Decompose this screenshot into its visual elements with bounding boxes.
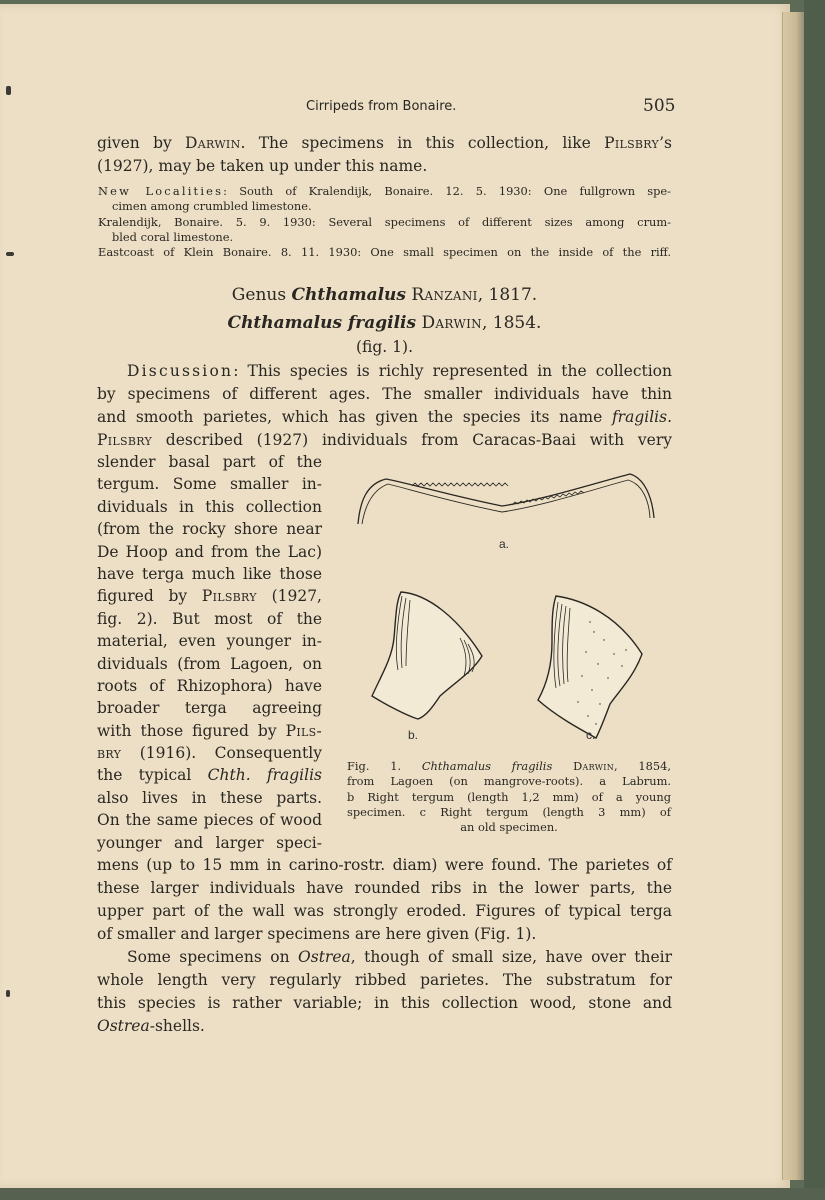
column-line: bry (1916). Consequently	[97, 744, 322, 762]
column-line: material, even younger in-	[97, 632, 322, 650]
column-line: younger and larger speci-	[97, 834, 322, 852]
discussion-line: mens (up to 15 mm in carino-rostr. diam) were found. The parietes of	[97, 856, 672, 874]
column-line: with those figured by Pils-	[97, 722, 322, 740]
column-line: dividuals (from Lagoen, on	[97, 655, 322, 673]
localities-line: Eastcoast of Klein Bonaire. 8. 11. 1930: One small specimen on the inside of the riff.	[98, 245, 671, 259]
column-line: slender basal part of the	[97, 453, 322, 471]
intro-line: (1927), may be taken up under this name.	[97, 157, 428, 175]
figure-caption-line: from Lagoen (on mangrove-roots). a Labrum.	[347, 774, 671, 788]
figure-caption-line: b Right tergum (length 1,2 mm) of a young	[347, 790, 671, 804]
page-edge	[782, 12, 805, 1180]
figure-caption-line: Fig. 1. Chthamalus fragilis Darwin, 1854,	[347, 759, 672, 773]
column-line: On the same pieces of wood	[97, 811, 322, 829]
column-line: (from the rocky shore near	[97, 520, 322, 538]
column-line: tergum. Some smaller in-	[97, 475, 322, 493]
figure-a-labrum	[352, 468, 658, 534]
figure-b-tergum	[368, 588, 488, 723]
localities-line: cimen among crumbled limestone.	[112, 199, 312, 213]
page-number: 505	[643, 96, 676, 116]
paragraph-line: Some specimens on Ostrea, though of small size, have over their	[127, 948, 672, 966]
species-figref: (fig. 1).	[356, 338, 413, 356]
intro-line: given by Darwin. The specimens in this collection, like Pilsbry’s	[97, 134, 672, 152]
column-line: have terga much like those	[97, 565, 322, 583]
column-line: broader terga agreeing	[97, 699, 322, 717]
localities-line: Kralendijk, Bonaire. 5. 9. 1930: Several specimens of different sizes among crum-	[98, 215, 671, 229]
paragraph-line: this species is rather variable; in this collection wood, stone and	[97, 994, 672, 1012]
localities-line: New Localities: South of Kralendijk, Bonaire. 12. 5. 1930: One fullgrown spe-	[98, 184, 671, 198]
discussion-line: upper part of the wall was strongly eroded. Figures of typical terga	[97, 902, 672, 920]
discussion-line: by specimens of different ages. The smaller individuals have thin	[97, 385, 672, 403]
margin-mark	[6, 990, 10, 997]
column-line: dividuals in this collection	[97, 498, 322, 516]
genus-heading: Genus Chthamalus Ranzani, 1817.	[231, 285, 538, 305]
discussion-line: Pilsbry described (1927) individuals from Caracas-Baai with very	[97, 431, 672, 449]
figure-caption-line: an old specimen.	[460, 820, 558, 834]
column-line: fig. 2). But most of the	[97, 610, 322, 628]
figure-label-a: a.	[499, 537, 510, 551]
figure-label-b: b.	[408, 728, 419, 742]
discussion-line: these larger individuals have rounded ribs in the lower parts, the	[97, 879, 672, 897]
discussion-line: of smaller and larger specimens are here given (Fig. 1).	[97, 925, 537, 943]
localities-line: bled coral limestone.	[112, 230, 234, 244]
book-binding	[804, 0, 825, 1200]
figure-caption-line: specimen. c Right tergum (length 3 mm) of	[347, 805, 671, 819]
figure-c-tergum	[534, 592, 648, 740]
book-cover-edge	[0, 1188, 825, 1200]
species-heading: Chthamalus fragilis Darwin, 1854.	[227, 313, 542, 333]
margin-mark	[6, 86, 11, 95]
column-line: the typical Chth. fragilis	[97, 766, 323, 784]
margin-mark	[6, 252, 14, 256]
column-line: figured by Pilsbry (1927,	[97, 587, 322, 605]
column-line: De Hoop and from the Lac)	[97, 543, 322, 561]
column-line: roots of Rhizophora) have	[97, 677, 322, 695]
column-line: also lives in these parts.	[97, 789, 322, 807]
paragraph-line: whole length very regularly ribbed parietes. The substratum for	[97, 971, 672, 989]
figure-label-c: c.	[586, 728, 596, 742]
paragraph-line: Ostrea-shells.	[97, 1017, 205, 1035]
discussion-line: Discussion: This species is richly represented in the collection	[127, 362, 672, 380]
discussion-line: and smooth parietes, which has given the species its name fragilis.	[97, 408, 672, 426]
running-title: Cirripeds from Bonaire.	[306, 99, 457, 114]
